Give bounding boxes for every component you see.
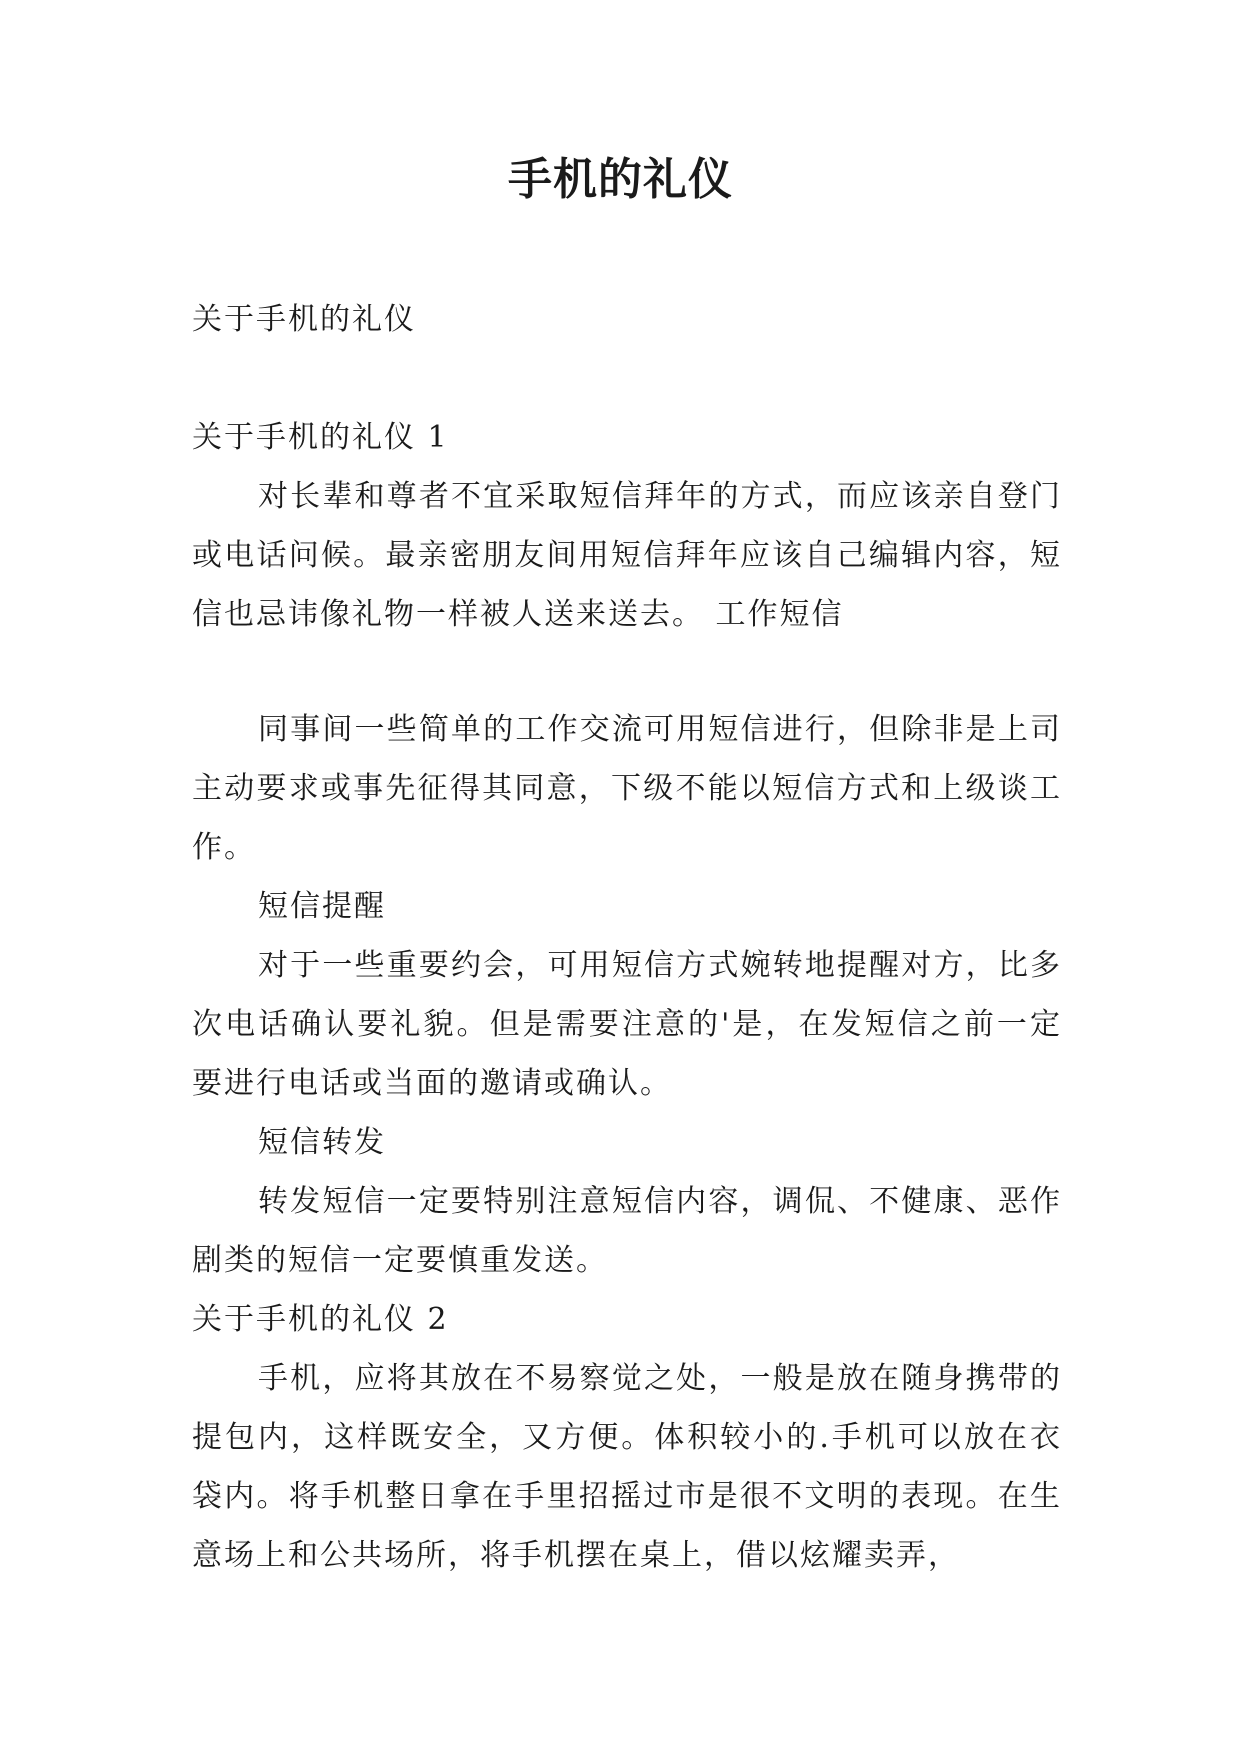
paragraph: 手机，应将其放在不易察觉之处，一般是放在随身携带的提包内，这样既安全，又方便。体积较小的.手机可以放在衣袋内。将手机整日拿在手里招摇过市是很不文明的表现。在生意场上和公共场所，将手机摆在桌上，借以炫耀卖弄， [192,1361,1062,1573]
section-heading-2: 关于手机的礼仪 2 [192,1302,449,1337]
subheading-sms-forward: 短信转发 [258,1125,386,1160]
document-body [192,290,1062,1585]
paragraph: 对于一些重要约会，可用短信方式婉转地提醒对方，比多次电话确认要礼貌。但是需要注意的'是，在发短信之前一定要进行电话或当面的邀请或确认。 [192,948,1062,1101]
paragraph: 转发短信一定要特别注意短信内容，调侃、不健康、恶作剧类的短信一定要慎重发送。 [192,1184,1062,1278]
document-title: 手机的礼仪 [508,154,733,205]
subheading-sms-reminder: 短信提醒 [258,889,386,924]
paragraph: 对长辈和尊者不宜采取短信拜年的方式，而应该亲自登门或电话问候。最亲密朋友间用短信拜年应该自己编辑内容，短信也忌讳像礼物一样被人送来送去。 工作短信 [192,479,1062,632]
document-subtitle: 关于手机的礼仪 [192,302,416,337]
section-heading-1: 关于手机的礼仪 1 [192,420,449,455]
paragraph: 同事间一些简单的工作交流可用短信进行，但除非是上司主动要求或事先征得其同意，下级不能以短信方式和上级谈工作。 [192,712,1062,865]
